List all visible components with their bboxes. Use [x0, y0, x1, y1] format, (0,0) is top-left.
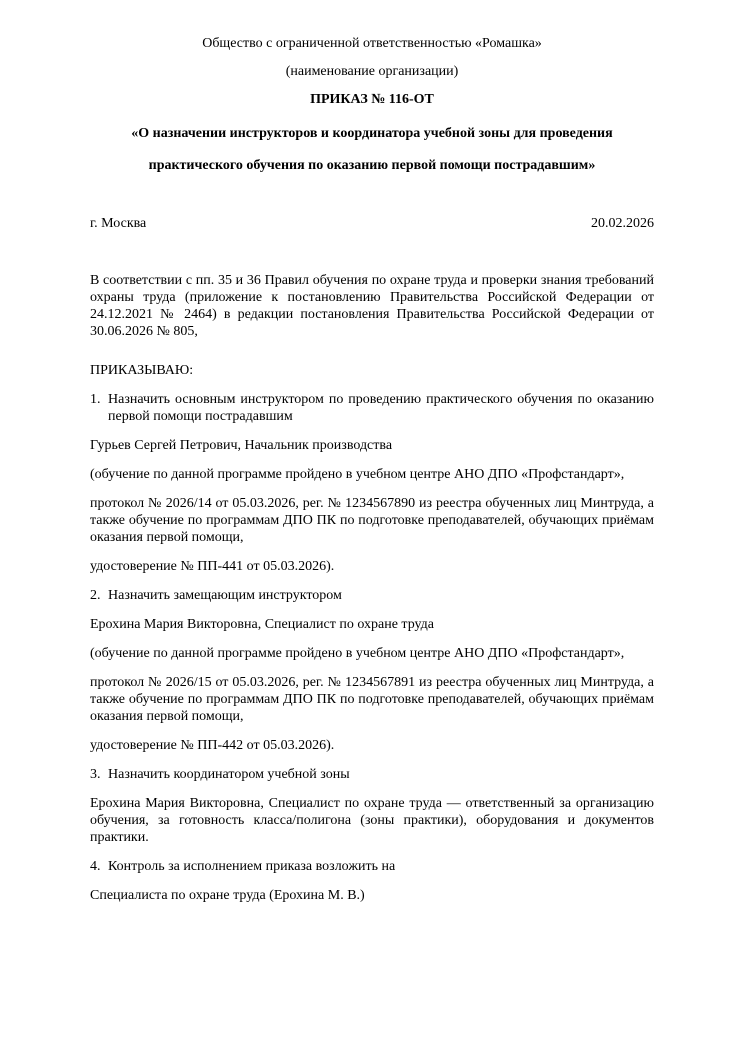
order-document: [90, 34, 654, 904]
order-title: ПРИКАЗ № 116-ОТ: [310, 92, 434, 107]
item-number: 1.: [90, 392, 101, 407]
item-4-heading: [90, 858, 654, 875]
item-number: 4.: [90, 859, 101, 874]
order-subject: «О назначении инструкторов и координатора учебной зоны для проведения практического обучения по оказанию первой помощи пострадавшим»: [131, 126, 613, 173]
item-heading-text: Контроль за исполнением приказа возложить на: [108, 859, 396, 874]
item-2-heading: [90, 587, 654, 604]
item-number: 3.: [90, 767, 101, 782]
item-heading-text: Назначить замещающим инструктором: [108, 588, 342, 603]
item-2-person: Ерохина Мария Викторовна, Специалист по охране труда: [90, 617, 434, 632]
item-3-person: Ерохина Мария Викторовна, Специалист по охране труда — ответственный за организацию обучения, за готовность класса/полигона (зоны практики), оборудования и документов практики.: [90, 796, 654, 845]
place-date-row: [90, 214, 654, 234]
item-2-protocol: протокол № 2026/15 от 05.03.2026, рег. № 1234567891 из реестра обученных лиц Минтруда, а также обучение по программам ДПО ПК по подготовке преподавателей, обучающих приёмам оказания первой помощи,: [90, 675, 654, 724]
organization-name: Общество с ограниченной ответственностью «Ромашка»: [202, 36, 542, 51]
item-number: 2.: [90, 588, 101, 603]
order-word: ПРИКАЗЫВАЮ:: [90, 363, 194, 378]
intro-paragraph: В соответствии с пп. 35 и 36 Правил обучения по охране труда и проверки знания требований охраны труда (приложение к постановлению Правительства Российской Федерации от 24.12.2021 № 2464) в редакции постановления Правительства Российской Федерации от 30.06.2026 № 805,: [90, 273, 654, 339]
item-2-certificate: удостоверение № ПП-442 от 05.03.2026).: [90, 738, 335, 753]
item-1-certificate: удостоверение № ПП-441 от 05.03.2026).: [90, 559, 335, 574]
item-1-protocol: протокол № 2026/14 от 05.03.2026, рег. № 1234567890 из реестра обученных лиц Минтруда, а также обучение по программам ДПО ПК по подготовке преподавателей, обучающих приёмам оказания первой помощи,: [90, 496, 654, 545]
item-3-heading: [90, 766, 654, 783]
item-heading-text: Назначить основным инструктором по проведению практического обучения по оказанию первой помощи пострадавшим: [108, 392, 654, 424]
order-date: 20.02.2026: [591, 216, 654, 231]
item-2-training: (обучение по данной программе пройдено в учебном центре АНО ДПО «Профстандарт»,: [90, 646, 625, 661]
item-1-training: (обучение по данной программе пройдено в учебном центре АНО ДПО «Профстандарт»,: [90, 467, 625, 482]
item-heading-text: Назначить координатором учебной зоны: [108, 767, 350, 782]
place: г. Москва: [90, 216, 147, 231]
item-4-person: Специалиста по охране труда (Ерохина М. В.): [90, 888, 365, 903]
item-1-heading: [90, 391, 654, 425]
organization-caption: (наименование организации): [285, 64, 459, 79]
item-1-person: Гурьев Сергей Петрович, Начальник производства: [90, 438, 393, 453]
